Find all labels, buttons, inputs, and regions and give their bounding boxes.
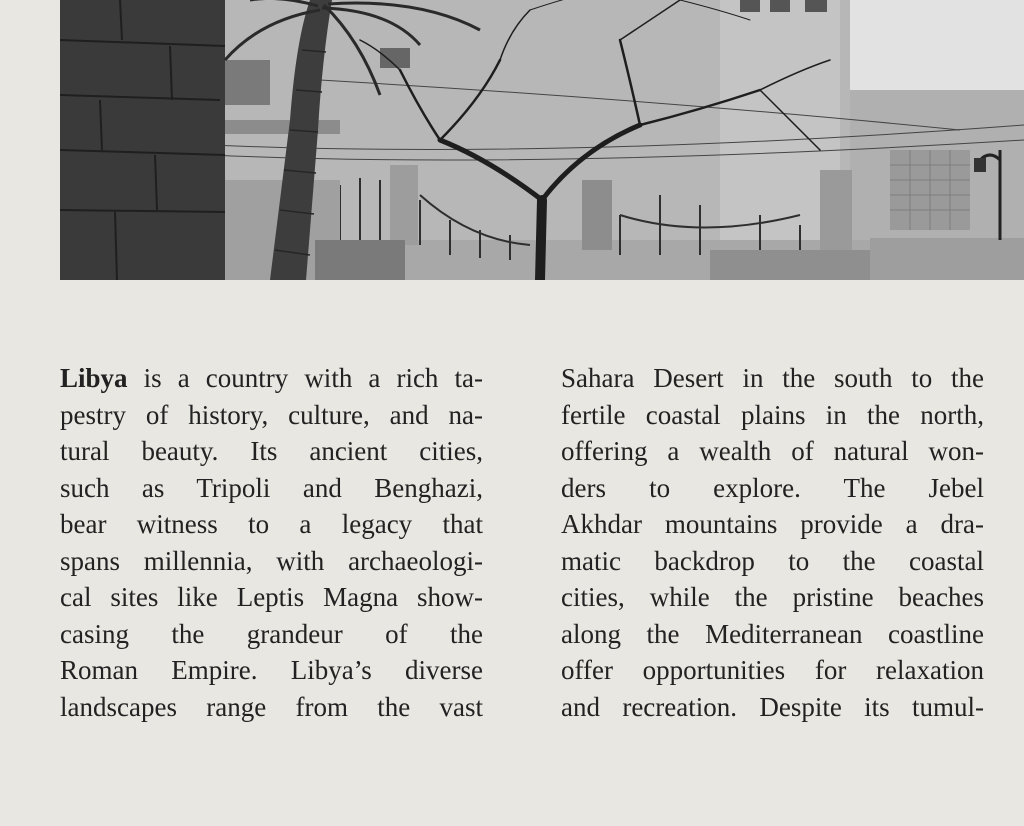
paragraph-line: landscapes range from the vast xyxy=(60,691,483,722)
street-scene-image xyxy=(60,0,1024,280)
paragraph-line: such as Tripoli and Benghazi, xyxy=(60,472,483,503)
paragraph-line: pestry of history, culture, and na- xyxy=(60,399,483,430)
paragraph-line: ders to explore. The Jebel xyxy=(561,472,984,503)
article-column-right xyxy=(561,360,984,725)
paragraph-line: fertile coastal plains in the north, xyxy=(561,399,984,430)
paragraph-line: and recreation. Despite its tumul- xyxy=(561,691,984,722)
lead-word: Libya xyxy=(60,363,128,393)
paragraph-line: tural beauty. Its ancient cities, xyxy=(60,436,483,466)
paragraph-line: matic backdrop to the coastal xyxy=(561,545,984,576)
paragraph-line: cal sites like Leptis Magna show- xyxy=(60,582,483,612)
header-photo xyxy=(60,0,1024,280)
paragraph-line: cities, while the pristine beaches xyxy=(561,582,984,612)
paragraph-line: along the Mediterranean coastline xyxy=(561,618,984,649)
paragraph-line: Sahara Desert in the south to the xyxy=(561,363,984,393)
paragraph-line: offer opportunities for relaxation xyxy=(561,655,984,685)
paragraph-line: casing the grandeur of the xyxy=(60,618,483,649)
paragraph-line xyxy=(60,360,483,397)
paragraph-line-text: is a country with a rich ta- xyxy=(127,363,483,393)
paragraph-line: offering a wealth of natural won- xyxy=(561,436,984,466)
paragraph-line: bear witness to a legacy that xyxy=(60,509,483,539)
paragraph-line: Akhdar mountains provide a dra- xyxy=(561,509,984,539)
article-column-left xyxy=(60,360,483,725)
paragraph-line: spans millennia, with archaeologi- xyxy=(60,545,483,576)
paragraph-line: Roman Empire. Libya’s diverse xyxy=(60,655,483,685)
